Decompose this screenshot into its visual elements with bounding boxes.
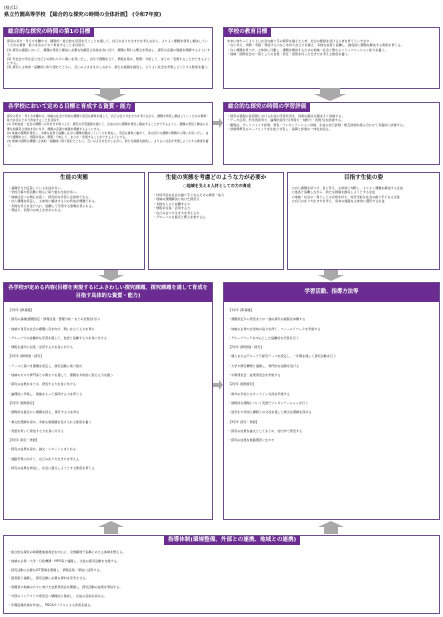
system-body: ・総合的な探究の時間推進委員会を中心に、全教職員で指導にあたる体制を整える。 ・地域の企業・大学・行政機関・NPO等と連携し、生徒の探究活動を支援する。 ・探究活動に必要なICT環境を整備し、情報収集・発信に活用する。 ・図書館と連携し、探究活動に必要な資料を充実させる。 ・保護者や地域の方々に向けた成果発表会を開催し、探究活動の成果を発信する。 ・外部のコンテストや発表会へ積極的に参加し、生徒の意欲を高める。 ・年間指導計画を作成し、PDCAサイクルによる改善を図る。: [8, 550, 126, 607]
content-body: 【1学年 探Ⅰ基礎】 ・探究の基礎(課題設定・情報収集・整理分析・まとめ表現)を学ぶ ・地域や身近な社会の課題に目を向け、問いを立てる力を育む ・グループでの協働的な学習を通して、他者と協働する力を身に付ける ・情報を適切に収集・活用する力を身に付ける 【2学年 探Ⅱ発展・探究】 ・テーマに基づき課題を設定し、探究活動に取り組む ・地域の方々や専門家との関わりを通して、課題を多角的に捉える力を養う ・探究の成果をまとめ、発表する力を身に付ける ・論理的に考察し、根拠をもって説明する力を育てる 【2学年 国際探究】 ・国際的な視点から課題を捉え、探究する力を育む ・異文化理解を深め、多様な価値観を受け入れる態度を養う ・英語を用いて発信する力を身に付ける 【3学年 探究・発展】 ・探究の成果を深め、論文・レポートにまとめる ・進路実現に向けて、自己の在り方生き方を考える ・探究の成果を発信し、社会に還元しようとする態度を育てる: [8, 308, 114, 471]
arrow-down-right: [314, 88, 346, 101]
students-box: [3, 172, 145, 270]
arrow-right-content: [213, 380, 223, 390]
document-title: 県立竹園高等学校 【総合的な探究の時間の全体計画】 (令和7年度): [4, 12, 162, 18]
eval-policy-header: 総合的な探究の時間の学習評価: [224, 103, 310, 112]
activities-box: [223, 282, 440, 520]
goal-box: [3, 27, 213, 89]
school-goal-header: 学校の教育目標: [224, 28, 271, 37]
bottom-arrows: [0, 521, 443, 535]
abilities-body: 探究の見方・考え方を働かせ、地域の社会や学校の課題や身近な事象を通して、自己の在り方生き方を考えながら、課題を発見し解決していくための資質・能力を次のとおり育成することを目指す。 (1) 学校独自・社会の課題への気付きを取り上げ、探究の学習過程を通じて、生徒の自ら課題を発見し解決することができるように、課題の発見と解決に必要な知識及び技能を身に付け、課題の意義や価値を理解するようにする。 (2) 地域の課題を発見し、多様な他者と協働しながら課題を解決していく力を育成し、身近な事象に触れて、身の回りの課題や問題から問いを見いだし、自分で課題を立て、情報を集め、整理・分析して、まとめ・表現することができるようにする。 (3) 地域や国際の課題に主体的・協働的に取り組むとともに、互いのよさを生かしながら、新たな価値を創造し、よりよい社会を実現しようとする態度を養う。: [7, 114, 210, 148]
activities-body: 【1学年 探Ⅰ基礎】 ・課題設定から発表までの一連の探究の過程を体験する ・地域の企業や自治体の協力を得て、フィールドワークを実施する ・グループワークを中心とした協働的な学習を行う 【2学年 探Ⅱ発展・探究】 ・個人またはグループで探究テーマを設定し、一年間を通して探究活動を行う ・大学や研究機関と連携し、専門的な指導を受ける ・中間発表会・成果発表会を実施する 【2学年 国際探究】 ・海外の学校とのオンライン交流を実施する ・国際的な課題について英語でプレゼンテーションを行う ・留学生や外国人講師との交流を通して異文化理解を深める 【3学年 探究・発展】 ・探究の成果を論文としてまとめ、校内外で発表する ・探究の成果を進路選択に生かす: [228, 308, 337, 443]
system-box: [3, 535, 440, 614]
eval-policy-box: [223, 102, 440, 165]
form-label: (様式1): [4, 5, 18, 10]
arrow-down-left: [94, 88, 126, 101]
top-arrows: [0, 88, 443, 102]
goal-body: 探究の見方・考え方を働かせ、横断的・総合的な学習を行うことを通して、自己の在り方生き方を考えながら、よりよく課題を発見し解決していくための資質・能力を次のとおり育成することを目指す。 (1) 探究の過程において、課題の発見と解決に必要な知識及び技能を身に付け、課題に関わる概念を形成し、探究の意義や価値を理解するようにする。 (2) 実社会や実生活と自己との関わりから問いを見いだし、自分で課題を立て、情報を集め、整理・分析して、まとめ・表現することができるようにする。 (3) 探究に主体的・協働的に取り組むとともに、互いのよさを生かしながら、新たな価値を創造し、よりよい社会を実現しようとする態度を養う。: [7, 39, 211, 70]
arrow-down-mid-left: [98, 270, 124, 281]
eval-policy-body: ・探究の過程の各段階における生徒の学習状況を、評価の観点を踏まえて評価する。 ・データ活用、科学的思考力、論理的思考力(考察力・判断力・表現力)を評価する。 ・観察法、ポートフォリオ評価、発表・プレゼンテーション評価、生徒の自己評価・相互評価を組み合わせて多面的に評価する。 ・評価規準及びルーブリックを生徒と共有し、指導と評価の一体化を図る。: [227, 114, 406, 132]
students-body: ・基礎学力が定着している生徒が多い。 ・学校行事や部活動に熱心に取り組む生徒が多い。 ・地域社会への関心が高く、探究的な学習に意欲的である。 ・自ら課題を設定し、主体的に解決する力の育成が課題である。 ・多様な考えを受け入れ、協働して学習する姿勢が見られる。 ・発信力、表現力の向上が求められる。: [8, 186, 98, 213]
double-arrow: [213, 118, 223, 134]
content-arrow: [213, 380, 223, 392]
target-students-header: 目指す生徒の姿: [343, 175, 384, 181]
mid-arrows: [0, 270, 443, 282]
arrow-right: [213, 118, 223, 128]
target-students-body: ○自ら課題を見つけ、自ら考え、主体的に判断し、よりよく課題を解決する生徒 ○他者と協働しながら、新たな価値を創造しようとする生徒 ○地域・社会の一員としての自覚を持ち、持続可能な社会の創り手となる生徒 ○自己の在り方生き方を考え、将来の進路を主体的に選択する生徒: [292, 186, 404, 204]
activities-header: 学習活動、指導方法等: [304, 289, 359, 295]
students-header: 生徒の実態: [60, 175, 88, 181]
arrow-up-left: [98, 521, 124, 534]
arrow-up-right: [318, 521, 344, 534]
society-sub: ○地域を支える人材としての力の育成: [183, 183, 251, 188]
content-header: 各学校が定める内容(目標を実現するにふさわしい探究課題、探究課題を通して育成を目指す具体的な資質・能力): [8, 285, 208, 299]
content-box: [3, 282, 213, 520]
abilities-header: 各学校において定める目標と育成する資質・能力: [4, 103, 135, 112]
abilities-box: [3, 102, 213, 165]
arrow-down-mid-right: [318, 270, 344, 281]
society-box: [148, 172, 284, 270]
school-goal-box: [223, 27, 440, 89]
society-header: 生徒の実態を考慮どのような力が必要か: [165, 175, 267, 181]
system-header: 指導体制(環境整備、外部との連携、地域との連携): [164, 536, 300, 545]
society-body: ・持続可能な社会の創り手となるための資質・能力 ・地域の課題解決に向けた探究力 ・多様な人々と協働する力 ・情報を収集・活用する力 ・自己の在り方生き方を考える力 ・グローバルな視点と郷土を愛する心: [153, 193, 225, 220]
school-goal-body: 未来に向かってよりよい社会の創り手の資質を備えた人材、社会の要請を受ける人材を育てていきます。 ・自ら考え、判断・実践・発信する力などを持ち自立力を備え、多様な他者と協働し、創造的に課題を解決する資質を育てる。 ・自ら課題を見つけ、主体的に行動し、課題を解決するための地域・社会と関わるコミュニケーション能力を養う。 ・地域・国際社会の一員としての自覚・責任・感覚を持った生き方を考える態度を養う。: [227, 39, 404, 57]
goal-header: 総合的な探究の時間の第1の目標: [4, 28, 94, 37]
target-students-box: [287, 172, 440, 270]
